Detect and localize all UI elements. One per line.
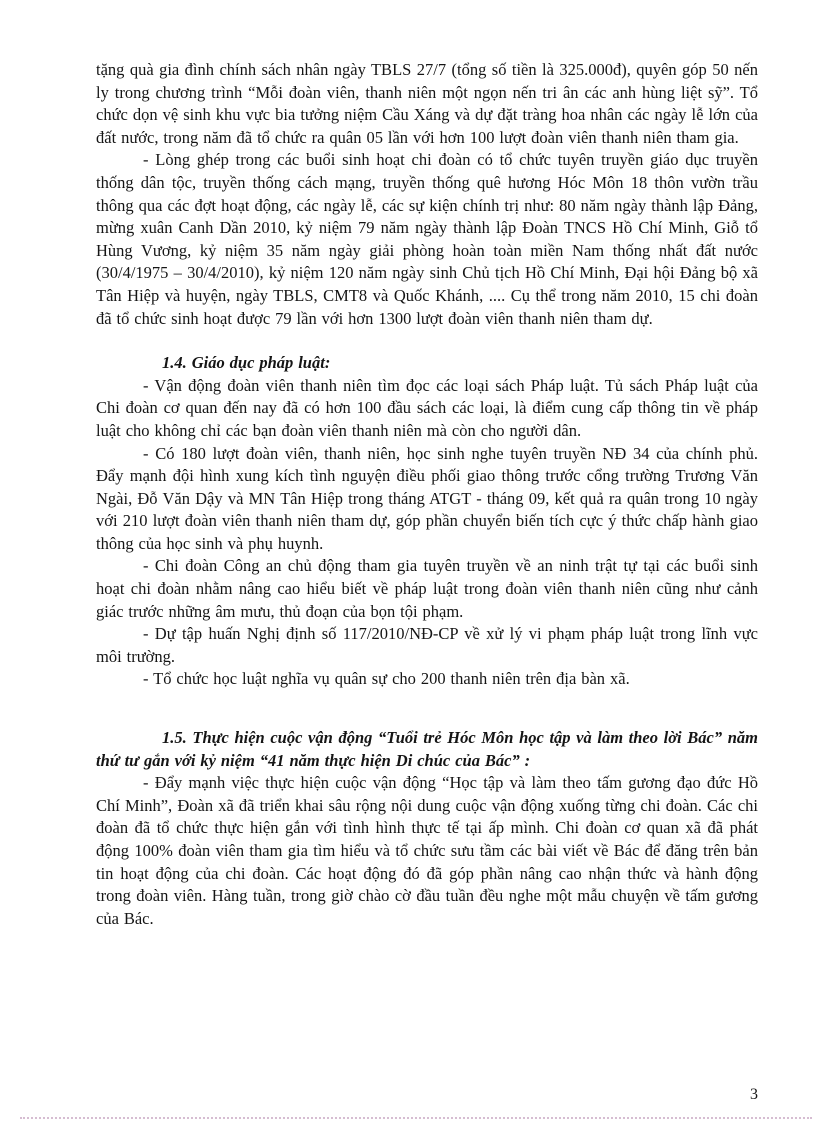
paragraph-sinh-hoat-chi-doan: - Lòng ghép trong các buổi sinh hoạt chi đoàn có tổ chức tuyên truyền giáo dục truyền thống dân tộc, truyền thống cách mạng, truyền thống quê hương Hóc Môn 18 thôn vườn trầu thông qua các đợt hoạt động, các ngày lễ, các sự kiện chính trị như: 80 năm ngày thành lập Đảng, mừng xuân Canh Dần 2010, kỷ niệm 79 năm ngày thành lập Đoàn TNCS Hồ Chí Minh, Giỗ tổ Hùng Vương, kỷ niệm 35 năm ngày giải phòng hoàn toàn miền Nam thống nhất đất nước (30/4/1975 – 30/4/2010), kỷ niệm 120 năm ngày sinh Chủ tịch Hồ Chí Minh, Đại hội Đảng bộ xã Tân Hiệp và huyện, ngày TBLS, CMT8 và Quốc Khánh, .... Cụ thể trong năm 2010, 15 chi đoàn đã tổ chức sinh hoạt được 79 lần với hơn 1300 lượt đoàn viên thanh niên tham dự. — [96, 150, 758, 328]
section-heading-1-4: 1.4. Giáo dục pháp luật: — [162, 353, 331, 373]
paragraph-cuoc-van-dong-hoc-tap: - Đẩy mạnh việc thực hiện cuộc vận động “Học tập và làm theo tấm gương đạo đức Hồ Chí Minh”, Đoàn xã đã triển khai sâu rộng nội dung cuộc vận động xuống từng chi đoàn. Các chi đoàn đã tổ chức thực hiện gắn với tình hình thực tế tại ấp mình. Chi đoàn cơ quan xã đã phát động 100% đoàn viên tham gia tìm hiểu và tổ chức sưu tầm các bài viết về Bác để đăng trên bản tin hoạt động của chi đoàn. Các hoạt động đó đã góp phần nâng cao nhận thức và hành động trong đoàn viên. Hàng tuần, trong giờ chào cờ đầu tuần đều nghe một mẫu chuyện về tấm gương của Bác. — [96, 773, 758, 928]
page-number: 3 — [750, 1086, 758, 1103]
paragraph-continued-from-previous-page: tặng quà gia đình chính sách nhân ngày TBLS 27/7 (tổng số tiền là 325.000đ), quyên góp 50 nến ly trong chương trình “Mỗi đoàn viên, thanh niên một ngọn nến tri ân các anh hùng liệt sỹ”. Tổ chức dọn vệ sinh khu vực bia tưởng niệm Cầu Xáng và dự đặt tràng hoa nhân các ngày lễ lớn của đất nước, trong năm đã tổ chức ra quân 05 lần với hơn 100 lượt đoàn viên thanh niên tham gia. — [96, 60, 758, 147]
paragraph-chi-doan-cong-an: - Chi đoàn Công an chủ động tham gia tuyên truyền về an ninh trật tự tại các buổi sinh hoạt chi đoàn nhằm nâng cao hiểu biết về pháp luật trong đoàn viên thanh niên cũng như cảnh giác trước những âm mưu, thủ đoạn của bọn tội phạm. — [96, 556, 758, 621]
document-text-block — [96, 59, 758, 930]
paragraph-van-dong-doc-sach: - Vận động đoàn viên thanh niên tìm đọc các loại sách Pháp luật. Tủ sách Pháp luật của Chi đoàn cơ quan đến nay đã có hơn 100 đầu sách các loại, là điểm cung cấp thông tin về pháp luật cho không chỉ các bạn đoàn viên thanh niên mà còn cho người dân. — [96, 375, 758, 440]
paragraph-tap-huan-nghi-dinh: - Dự tập huấn Nghị định số 117/2010/NĐ-CP về xử lý vi phạm pháp luật trong lĩnh vực môi trường. — [96, 624, 758, 666]
paragraph-tuyen-truyen-nd34: - Có 180 lượt đoàn viên, thanh niên, học sinh nghe tuyên truyền NĐ 34 của chính phủ. Đẩy mạnh đội hình xung kích tình nguyện điều phối giao thông trước cổng trường Trương Văn Ngài, Đỗ Văn Dậy và MN Tân Hiệp trong tháng ATGT - tháng 09, kết quả ra quân trong 10 ngày với 210 lượt đoàn viên thanh niên tham dự, góp phần chuyển biến tích cực ý thức chấp hành giao thông của học sinh và phụ huynh. — [96, 443, 758, 553]
page-bottom-dotted-divider — [20, 1117, 812, 1119]
section-heading-1-5: 1.5. Thực hiện cuộc vận động “Tuổi trẻ Hóc Môn học tập và làm theo lời Bác” năm thứ tư gắn với kỷ niệm “41 năm thực hiện Di chúc của Bác” : — [96, 728, 758, 770]
paragraph-hoc-luat-nghia-vu: - Tổ chức học luật nghĩa vụ quân sự cho 200 thanh niên trên địa bàn xã. — [143, 669, 630, 689]
